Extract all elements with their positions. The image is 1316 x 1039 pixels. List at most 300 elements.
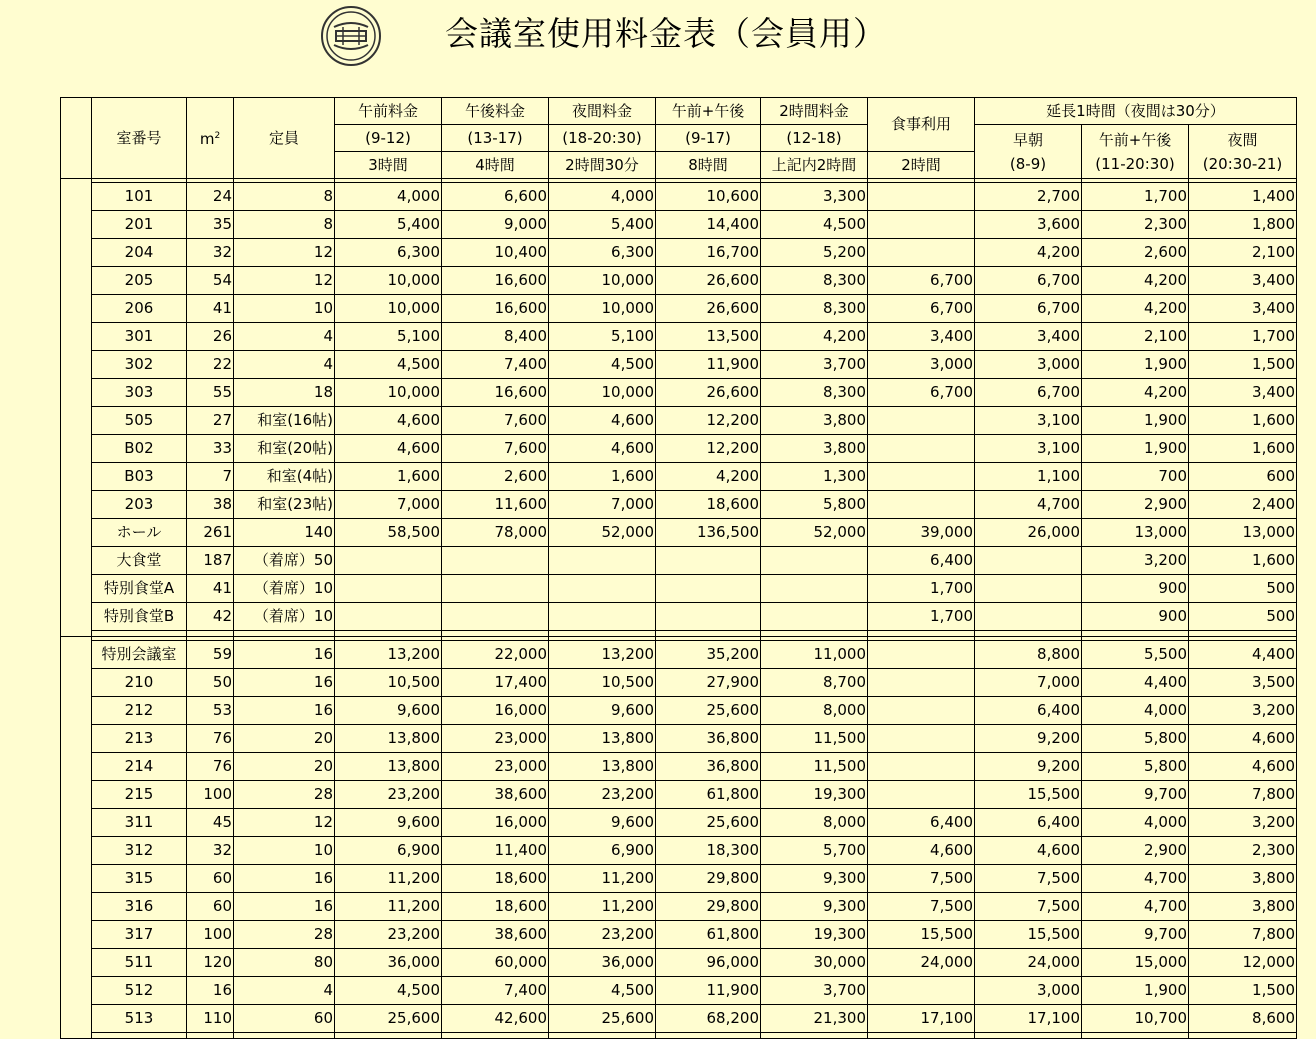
table-cell: 9,700: [1082, 921, 1189, 949]
table-cell: 3,500: [1189, 669, 1297, 697]
table-cell: 10,000: [549, 379, 656, 407]
table-cell: 39,000: [868, 519, 975, 547]
table-cell: 1,100: [975, 463, 1082, 491]
header-meal-label: 食事利用: [868, 98, 975, 152]
table-row: [61, 519, 1297, 547]
table-cell: 18: [234, 379, 335, 407]
table-cell: 76: [187, 725, 234, 753]
table-cell: 9,300: [761, 893, 868, 921]
table-cell: 8,600: [1189, 1005, 1297, 1033]
table-row: [61, 893, 1297, 921]
table-cell: 1,600: [549, 463, 656, 491]
table-cell: 2,700: [975, 183, 1082, 211]
room-no-cell: 511: [92, 949, 187, 977]
table-cell: 7,500: [868, 893, 975, 921]
table-cell: 2,300: [1189, 837, 1297, 865]
room-no-cell: 204: [92, 239, 187, 267]
table-cell: 4,200: [761, 323, 868, 351]
table-cell: 3,800: [1189, 865, 1297, 893]
table-cell: 4,500: [549, 351, 656, 379]
header-pm-label: 午後料金: [442, 98, 549, 125]
table-cell: [868, 463, 975, 491]
table-cell: 1,700: [1082, 183, 1189, 211]
table-cell: 3,400: [1189, 295, 1297, 323]
table-cell: 3,400: [975, 323, 1082, 351]
table-cell: 1,600: [1189, 407, 1297, 435]
table-cell: 10: [234, 295, 335, 323]
table-cell: 5,800: [761, 491, 868, 519]
table-cell: 4: [234, 977, 335, 1005]
table-cell: 13,000: [1082, 519, 1189, 547]
table-cell: 3,100: [975, 435, 1082, 463]
table-cell: [975, 575, 1082, 603]
table-cell: [442, 603, 549, 631]
table-cell: 10,000: [335, 295, 442, 323]
table-cell: 10,000: [335, 267, 442, 295]
table-cell: 45: [187, 809, 234, 837]
table-cell: 18,300: [656, 837, 761, 865]
table-cell: 4,600: [975, 837, 1082, 865]
table-cell: 500: [1189, 575, 1297, 603]
table-cell: 76: [187, 753, 234, 781]
table-cell: 16,600: [442, 267, 549, 295]
header-two-dur: 上記内2時間: [761, 152, 868, 179]
header-corner: [61, 98, 92, 179]
table-cell: 3,700: [761, 351, 868, 379]
table-cell: 1,900: [1082, 977, 1189, 1005]
table-cell: 1,300: [761, 463, 868, 491]
table-cell: 16,700: [656, 239, 761, 267]
table-row: [61, 295, 1297, 323]
table-cell: 1,900: [1082, 351, 1189, 379]
main-wing-label: [61, 179, 92, 637]
table-cell: 12,200: [656, 407, 761, 435]
table-cell: 20: [234, 753, 335, 781]
table-cell: 60: [234, 1005, 335, 1033]
room-no-cell: 311: [92, 809, 187, 837]
table-cell: 9,600: [335, 809, 442, 837]
table-cell: 2,600: [442, 463, 549, 491]
table-cell: 8: [234, 183, 335, 211]
table-cell: [868, 435, 975, 463]
table-cell: [656, 575, 761, 603]
table-row: [61, 267, 1297, 295]
table-cell: 5,700: [761, 837, 868, 865]
table-cell: 60,000: [442, 949, 549, 977]
table-cell: 52,000: [549, 519, 656, 547]
room-no-cell: 301: [92, 323, 187, 351]
table-cell: 8: [234, 211, 335, 239]
table-cell: 11,900: [656, 977, 761, 1005]
header-two-range: (12-18): [761, 125, 868, 152]
table-cell: 4,200: [1082, 267, 1189, 295]
room-no-cell: 特別食堂B: [92, 603, 187, 631]
table-cell: 3,200: [1189, 697, 1297, 725]
table-cell: 4,500: [549, 977, 656, 1005]
room-no-cell: 316: [92, 893, 187, 921]
table-cell: 26,000: [975, 519, 1082, 547]
room-no-cell: 203: [92, 491, 187, 519]
table-cell: 8,300: [761, 379, 868, 407]
table-cell: 27,900: [656, 669, 761, 697]
table-cell: 26,600: [656, 379, 761, 407]
table-row: [61, 725, 1297, 753]
table-cell: 4: [234, 323, 335, 351]
table-row: [61, 407, 1297, 435]
table-cell: 23,200: [549, 921, 656, 949]
table-row: [61, 809, 1297, 837]
table-cell: 6,900: [549, 837, 656, 865]
header-night-dur: 2時間30分: [549, 152, 656, 179]
table-cell: 1,600: [1189, 435, 1297, 463]
table-cell: 2,900: [1082, 837, 1189, 865]
table-cell: 6,700: [975, 379, 1082, 407]
table-cell: 3,100: [975, 407, 1082, 435]
table-cell: 4,200: [656, 463, 761, 491]
table-cell: 35: [187, 211, 234, 239]
table-cell: 100: [187, 921, 234, 949]
room-no-cell: B03: [92, 463, 187, 491]
table-cell: 16: [234, 669, 335, 697]
table-cell: 13,800: [335, 753, 442, 781]
table-cell: 261: [187, 519, 234, 547]
table-cell: 3,800: [1189, 893, 1297, 921]
table-cell: 9,200: [975, 753, 1082, 781]
table-cell: 36,000: [549, 949, 656, 977]
table-cell: 35,200: [656, 641, 761, 669]
page-title: 会議室使用料金表（会員用）: [445, 14, 887, 53]
table-cell: [761, 575, 868, 603]
table-cell: 4,700: [1082, 865, 1189, 893]
table-cell: 12,200: [656, 435, 761, 463]
table-cell: 13,200: [549, 641, 656, 669]
table-cell: 9,200: [975, 725, 1082, 753]
west-wing-label: [61, 637, 92, 1039]
table-cell: 9,600: [549, 809, 656, 837]
table-cell: 700: [1082, 463, 1189, 491]
table-cell: 61,800: [656, 921, 761, 949]
table-cell: 10,000: [549, 295, 656, 323]
table-cell: [868, 781, 975, 809]
table-cell: 2,400: [1189, 491, 1297, 519]
table-cell: 10,000: [549, 267, 656, 295]
table-cell: 9,600: [549, 697, 656, 725]
table-cell: 18,600: [442, 865, 549, 893]
table-cell: 3,200: [1189, 809, 1297, 837]
table-cell: 25,600: [656, 809, 761, 837]
table-row: [61, 183, 1297, 211]
table-cell: 1,900: [1082, 407, 1189, 435]
table-cell: 3,000: [868, 351, 975, 379]
table-row: [61, 781, 1297, 809]
table-cell: 9,600: [335, 697, 442, 725]
table-cell: 10,400: [442, 239, 549, 267]
header-ampm-dur: 8時間: [656, 152, 761, 179]
table-cell: 3,600: [975, 211, 1082, 239]
table-cell: 16: [187, 977, 234, 1005]
table-row: [61, 211, 1297, 239]
room-no-cell: 315: [92, 865, 187, 893]
table-row: [61, 865, 1297, 893]
header-pm-range: (13-17): [442, 125, 549, 152]
table-cell: 7,000: [335, 491, 442, 519]
table-cell: 38,600: [442, 781, 549, 809]
table-cell: 1,900: [1082, 435, 1189, 463]
table-cell: 7,400: [442, 351, 549, 379]
table-cell: 10,500: [549, 669, 656, 697]
table-cell: 6,400: [868, 809, 975, 837]
table-cell: 900: [1082, 603, 1189, 631]
table-cell: 96,000: [656, 949, 761, 977]
table-cell: 4,000: [335, 183, 442, 211]
table-cell: 19,300: [761, 921, 868, 949]
table-cell: 140: [234, 519, 335, 547]
room-no-cell: 302: [92, 351, 187, 379]
table-cell: 13,800: [335, 725, 442, 753]
table-cell: 58,500: [335, 519, 442, 547]
room-no-cell: 303: [92, 379, 187, 407]
table-cell: 23,200: [335, 781, 442, 809]
header-two-label: 2時間料金: [761, 98, 868, 125]
header-early: 早朝 (8-9): [975, 125, 1082, 179]
header-ext-ampm: 午前+午後 (11-20:30): [1082, 125, 1189, 179]
table-cell: 10,500: [335, 669, 442, 697]
table-cell: 1,400: [1189, 183, 1297, 211]
header-capacity: 定員: [234, 98, 335, 179]
table-cell: 22: [187, 351, 234, 379]
table-cell: 32: [187, 837, 234, 865]
table-row: [61, 463, 1297, 491]
table-cell: 16,600: [442, 295, 549, 323]
table-cell: [656, 603, 761, 631]
table-row: [61, 641, 1297, 669]
table-cell: 5,100: [549, 323, 656, 351]
table-cell: [868, 753, 975, 781]
table-cell: 50: [187, 669, 234, 697]
table-cell: 9,000: [442, 211, 549, 239]
table-cell: 12: [234, 809, 335, 837]
table-row: [61, 575, 1297, 603]
room-no-cell: 317: [92, 921, 187, 949]
table-cell: 4,200: [1082, 295, 1189, 323]
table-cell: 13,000: [1189, 519, 1297, 547]
table-cell: 60: [187, 865, 234, 893]
table-cell: 53: [187, 697, 234, 725]
table-cell: 1,800: [1189, 211, 1297, 239]
table-cell: 12: [234, 267, 335, 295]
table-cell: 5,800: [1082, 753, 1189, 781]
table-cell: [761, 603, 868, 631]
table-cell: [868, 239, 975, 267]
table-cell: 3,400: [868, 323, 975, 351]
room-no-cell: B02: [92, 435, 187, 463]
table-cell: 21,300: [761, 1005, 868, 1033]
table-cell: 18,600: [442, 893, 549, 921]
table-cell: 4,600: [549, 407, 656, 435]
room-no-cell: 214: [92, 753, 187, 781]
table-cell: 20: [234, 725, 335, 753]
table-cell: 15,500: [975, 921, 1082, 949]
table-cell: 5,200: [761, 239, 868, 267]
table-cell: 7,600: [442, 407, 549, 435]
header-night-label: 夜間料金: [549, 98, 656, 125]
table-cell: 6,400: [975, 697, 1082, 725]
room-no-cell: 206: [92, 295, 187, 323]
table-cell: [868, 725, 975, 753]
table-cell: 28: [234, 781, 335, 809]
table-cell: [656, 547, 761, 575]
table-cell: 17,100: [868, 1005, 975, 1033]
table-cell: 1,600: [1189, 547, 1297, 575]
table-cell: 4,400: [1082, 669, 1189, 697]
table-cell: [868, 669, 975, 697]
table-row: [61, 977, 1297, 1005]
table-cell: （着席）10: [234, 603, 335, 631]
table-cell: 59: [187, 641, 234, 669]
room-no-cell: ホール: [92, 519, 187, 547]
table-cell: 6,300: [335, 239, 442, 267]
table-cell: 4,200: [975, 239, 1082, 267]
header-area: $m^2$: [187, 98, 234, 179]
table-cell: 42: [187, 603, 234, 631]
table-cell: 6,600: [442, 183, 549, 211]
table-cell: 4,600: [335, 435, 442, 463]
table-cell: 5,800: [1082, 725, 1189, 753]
table-row: [61, 603, 1297, 631]
table-cell: 7,000: [975, 669, 1082, 697]
table-cell: 2,100: [1189, 239, 1297, 267]
table-row: [61, 669, 1297, 697]
table-cell: 23,000: [442, 753, 549, 781]
table-cell: 5,400: [549, 211, 656, 239]
table-cell: 600: [1189, 463, 1297, 491]
table-cell: 4,700: [1082, 893, 1189, 921]
table-cell: 2,100: [1082, 323, 1189, 351]
table-row: [61, 837, 1297, 865]
table-cell: 28: [234, 921, 335, 949]
table-cell: [549, 603, 656, 631]
table-cell: 6,300: [549, 239, 656, 267]
header-ampm-label: 午前+午後: [656, 98, 761, 125]
table-cell: 3,700: [761, 977, 868, 1005]
room-no-cell: 213: [92, 725, 187, 753]
table-row: [61, 697, 1297, 725]
table-cell: [868, 697, 975, 725]
table-cell: 2,600: [1082, 239, 1189, 267]
table-cell: [868, 407, 975, 435]
room-no-cell: 101: [92, 183, 187, 211]
table-cell: 3,000: [975, 977, 1082, 1005]
table-cell: 24: [187, 183, 234, 211]
table-cell: 17,400: [442, 669, 549, 697]
table-cell: 3,400: [1189, 267, 1297, 295]
table-cell: 4,500: [761, 211, 868, 239]
table-row: [61, 323, 1297, 351]
table-cell: 11,200: [335, 865, 442, 893]
table-cell: 24,000: [868, 949, 975, 977]
room-no-cell: 特別食堂A: [92, 575, 187, 603]
table-cell: 38: [187, 491, 234, 519]
table-cell: 4,500: [335, 351, 442, 379]
table-cell: 10,000: [335, 379, 442, 407]
table-row: [61, 379, 1297, 407]
table-cell: 4,400: [1189, 641, 1297, 669]
table-cell: 和室(4帖): [234, 463, 335, 491]
table-cell: 13,200: [335, 641, 442, 669]
table-cell: 16,600: [442, 379, 549, 407]
table-cell: 54: [187, 267, 234, 295]
table-cell: 4,700: [975, 491, 1082, 519]
table-cell: 12: [234, 239, 335, 267]
table-cell: 15,500: [868, 921, 975, 949]
table-row: [61, 921, 1297, 949]
table-cell: 11,500: [761, 725, 868, 753]
table-cell: 7,600: [442, 435, 549, 463]
room-no-cell: 312: [92, 837, 187, 865]
table-cell: 14,400: [656, 211, 761, 239]
table-cell: 27: [187, 407, 234, 435]
table-cell: [761, 547, 868, 575]
table-cell: 4,600: [1189, 753, 1297, 781]
table-cell: 6,400: [975, 809, 1082, 837]
table-cell: 78,000: [442, 519, 549, 547]
table-cell: 2,900: [1082, 491, 1189, 519]
header-night-range: (18-20:30): [549, 125, 656, 152]
table-cell: 1,500: [1189, 351, 1297, 379]
table-cell: 68,200: [656, 1005, 761, 1033]
header-am-dur: 3時間: [335, 152, 442, 179]
table-cell: 11,000: [761, 641, 868, 669]
table-cell: 和室(20帖): [234, 435, 335, 463]
table-cell: 8,700: [761, 669, 868, 697]
table-cell: 1,700: [1189, 323, 1297, 351]
table-cell: 7,500: [975, 865, 1082, 893]
table-cell: 3,400: [1189, 379, 1297, 407]
table-cell: 136,500: [656, 519, 761, 547]
table-cell: 8,300: [761, 295, 868, 323]
table-cell: 11,600: [442, 491, 549, 519]
table-row: [61, 351, 1297, 379]
table-cell: 11,900: [656, 351, 761, 379]
header-ampm-range: (9-17): [656, 125, 761, 152]
table-row: [61, 753, 1297, 781]
table-cell: 7,800: [1189, 781, 1297, 809]
room-no-cell: 201: [92, 211, 187, 239]
table-cell: 5,400: [335, 211, 442, 239]
table-cell: 120: [187, 949, 234, 977]
table-cell: 33: [187, 435, 234, 463]
table-cell: 5,100: [335, 323, 442, 351]
table-cell: 3,200: [1082, 547, 1189, 575]
table-cell: [442, 547, 549, 575]
table-cell: 23,000: [442, 725, 549, 753]
table-cell: 23,200: [549, 781, 656, 809]
table-cell: 11,400: [442, 837, 549, 865]
table-cell: 32: [187, 239, 234, 267]
table-cell: 6,700: [868, 379, 975, 407]
table-cell: 80: [234, 949, 335, 977]
table-cell: 10: [234, 837, 335, 865]
header-meal-dur: 2時間: [868, 152, 975, 179]
table-cell: （着席）50: [234, 547, 335, 575]
table-cell: 900: [1082, 575, 1189, 603]
table-cell: 9,700: [1082, 781, 1189, 809]
table-cell: 4,600: [335, 407, 442, 435]
table-cell: 10,600: [656, 183, 761, 211]
table-cell: 6,700: [868, 295, 975, 323]
table-cell: [549, 547, 656, 575]
fee-table: [60, 97, 1297, 1039]
